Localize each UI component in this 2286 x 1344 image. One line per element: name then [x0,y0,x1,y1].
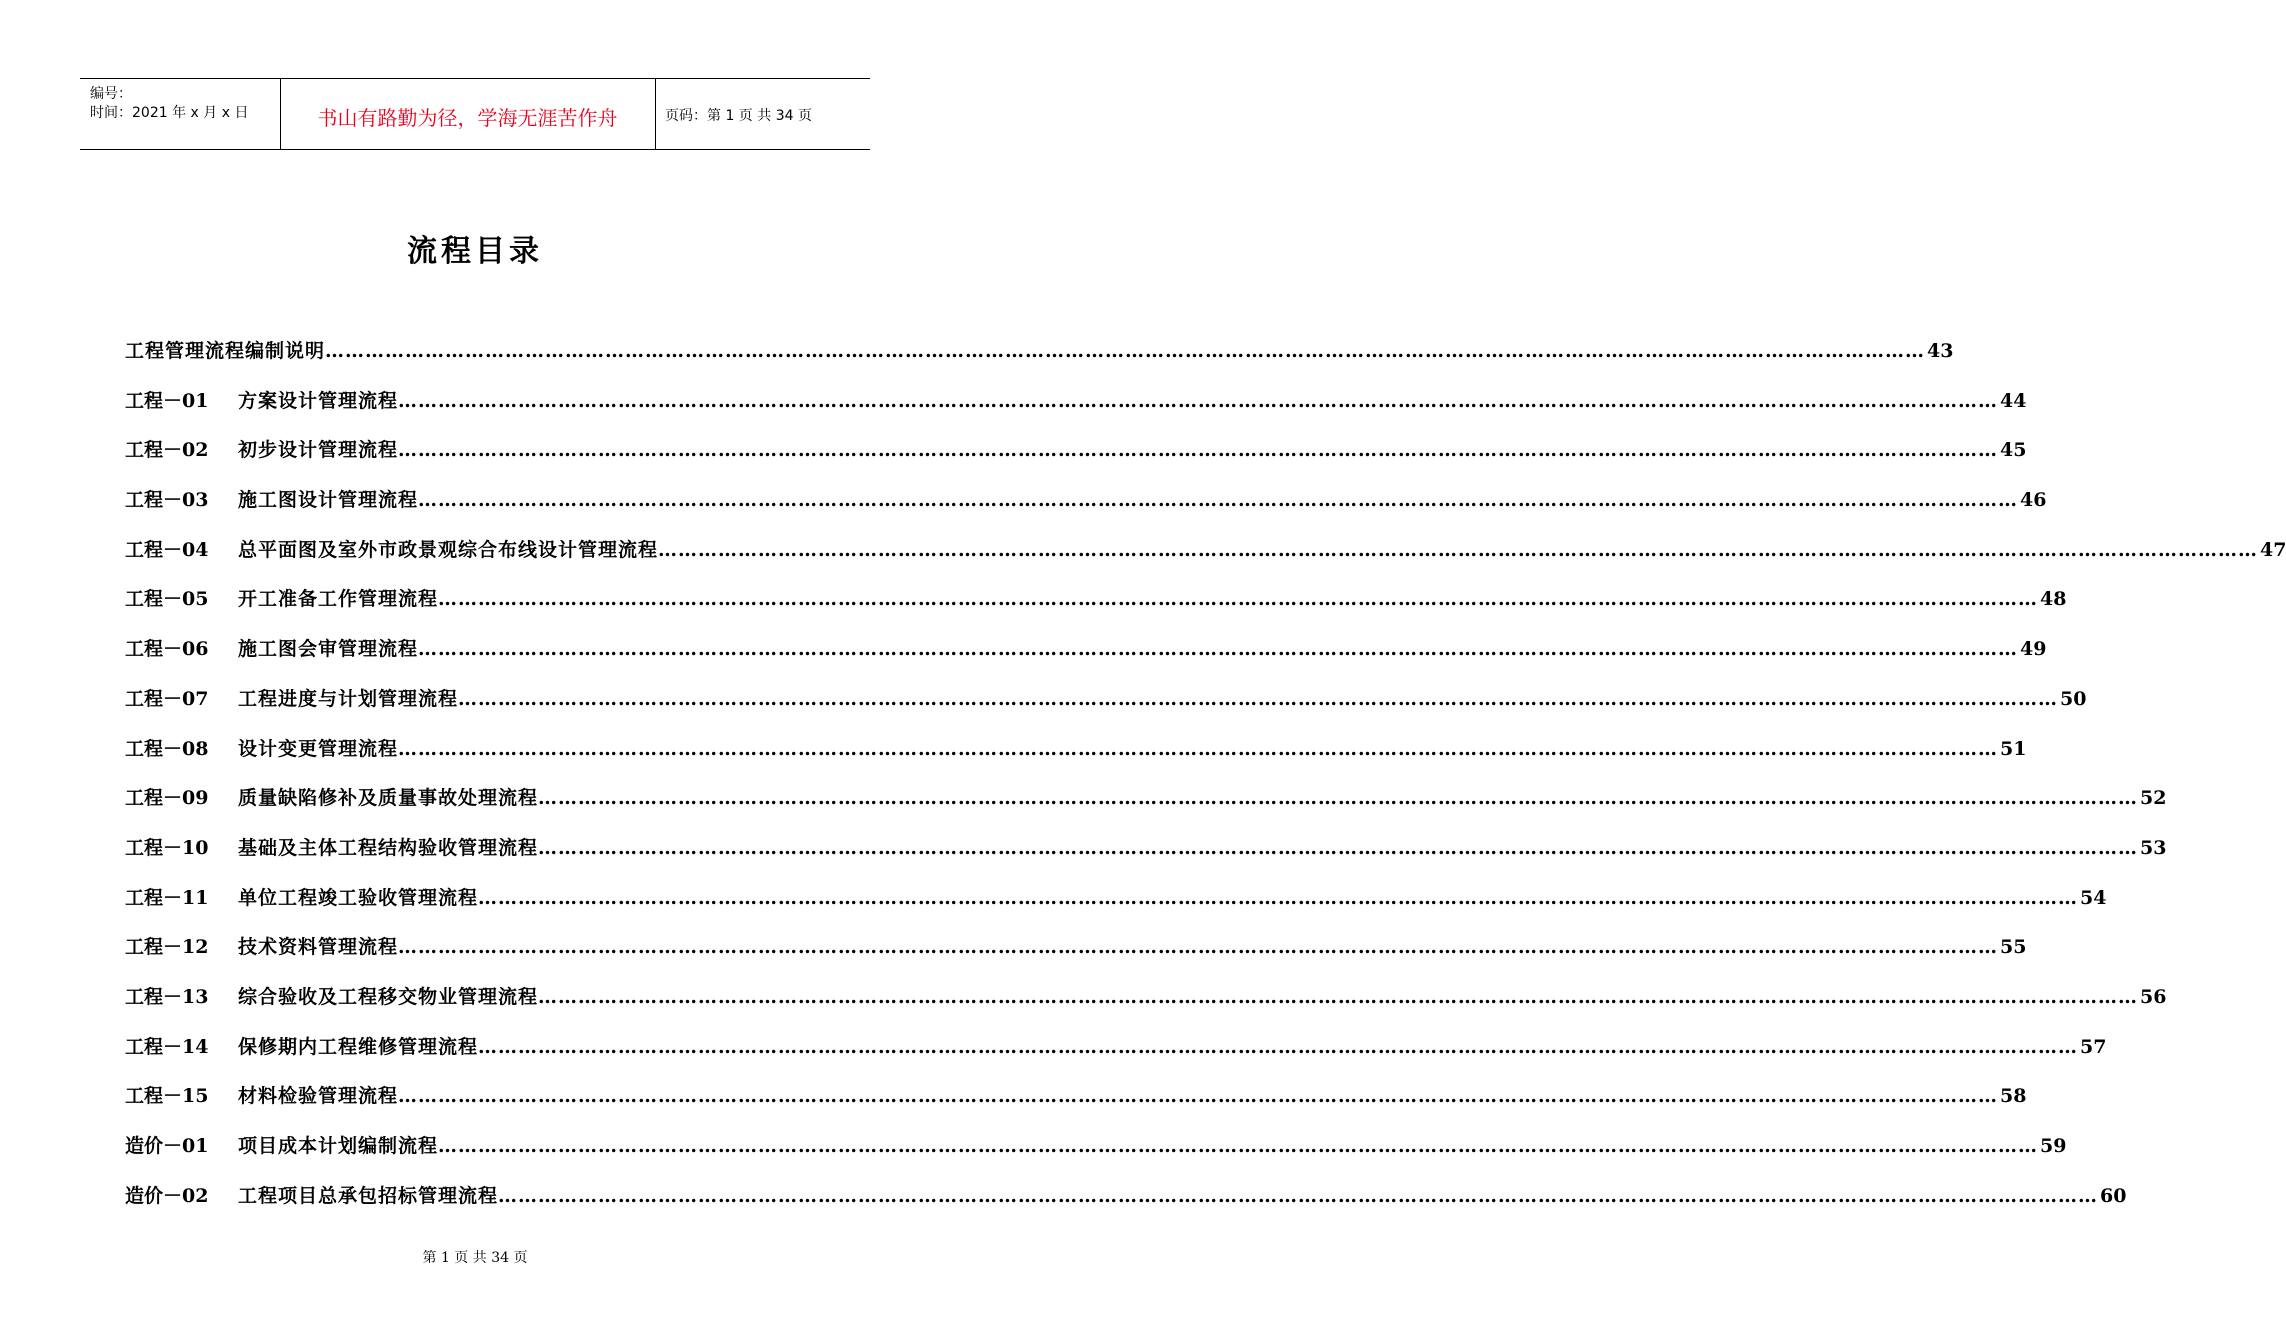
toc-entry-title: 开工准备工作管理流程 [238,588,439,611]
toc-entry-code: 工程－04 [125,538,209,561]
toc-entry-title: 质量缺陷修补及质量事故处理流程 [238,787,539,810]
page-header [80,78,870,150]
toc-entry-code: 工程－06 [125,638,209,661]
toc-entry[interactable] [125,332,1954,382]
toc-leader-dots: …………………………………………………………………………………………………………………………………………………………………………………………………………………… [458,687,2059,710]
toc-entry-title: 方案设计管理流程 [238,389,399,412]
toc-entry-code: 工程－07 [125,687,209,710]
toc-entry-code: 工程－15 [125,1085,209,1108]
toc-leader-dots: …………………………………………………………………………………………………………………………………………………………………………………………………………………… [658,538,2259,561]
toc-entry-title: 总平面图及室外市政景观综合布线设计管理流程 [238,538,659,561]
header-motto-cell [280,79,656,149]
toc-entry[interactable] [125,1028,2107,1078]
toc-entry-page: 56 [2140,985,2167,1008]
toc-entry-code: 工程－09 [125,787,209,810]
toc-entry[interactable] [125,481,2047,531]
toc-entry-title: 材料检验管理流程 [238,1085,399,1108]
toc-entry-page: 60 [2100,1184,2127,1207]
toc-leader-dots: …………………………………………………………………………………………………………………………………………………………………………………………………………………… [398,737,1999,760]
toc-entry-page: 49 [2020,638,2047,661]
toc-entry-page: 55 [2000,936,2027,959]
toc-entry-title: 工程管理流程编制说明 [125,340,326,362]
toc-entry-code: 工程－03 [125,489,209,512]
toc-leader-dots: …………………………………………………………………………………………………………………………………………………………………………………………………………………… [538,836,2139,859]
document-date-label: 时间：2021 年 x 月 x 日 [90,105,249,121]
header-motto: 书山有路勤为径，学海无涯苦作舟 [317,106,618,130]
toc-entry[interactable] [125,630,2047,680]
toc-entry[interactable] [125,928,2027,978]
toc-leader-dots: …………………………………………………………………………………………………………………………………………………………………………………………………………………… [538,787,2139,810]
toc-leader-dots: …………………………………………………………………………………………………………………………………………………………………………………………………………………… [538,985,2139,1008]
toc-entry-page: 50 [2060,687,2087,710]
toc-entry-code: 工程－05 [125,588,209,611]
toc-entry-page: 54 [2080,886,2107,909]
toc-leader-dots: …………………………………………………………………………………………………………………………………………………………………………………………………………………… [398,1085,1999,1108]
toc-entry-page: 51 [2000,737,2027,760]
toc-entry-code: 工程－10 [125,836,209,859]
toc-entry[interactable] [125,978,2167,1028]
toc-entry-code: 工程－11 [125,886,209,909]
toc-entry-title: 施工图设计管理流程 [238,489,419,512]
toc-entry[interactable] [125,1127,2067,1177]
toc-entry-title: 基础及主体工程结构验收管理流程 [238,836,539,859]
toc-entry[interactable] [125,580,2067,630]
toc-leader-dots: …………………………………………………………………………………………………………………………………………………………………………………………………………………… [325,340,1926,362]
toc-entry-title: 单位工程竣工验收管理流程 [238,886,479,909]
toc-leader-dots: …………………………………………………………………………………………………………………………………………………………………………………………………………………… [398,389,1999,412]
header-page-info: 页码：第 1 页 共 34 页 [665,108,812,124]
toc-entry-page: 46 [2020,489,2047,512]
toc-entry-title: 保修期内工程维修管理流程 [238,1035,479,1058]
toc-leader-dots: …………………………………………………………………………………………………………………………………………………………………………………………………………………… [398,439,1999,462]
toc-entry[interactable] [125,1177,2127,1227]
toc-leader-dots: …………………………………………………………………………………………………………………………………………………………………………………………………………………… [418,489,2019,512]
toc-entry-code: 造价－01 [125,1135,209,1157]
toc-entry-title: 施工图会审管理流程 [238,638,419,661]
toc-leader-dots: …………………………………………………………………………………………………………………………………………………………………………………………………………………… [398,936,1999,959]
toc-entry-page: 47 [2260,538,2286,561]
toc-entry-title: 综合验收及工程移交物业管理流程 [238,985,539,1008]
toc-leader-dots: …………………………………………………………………………………………………………………………………………………………………………………………………………………… [438,588,2039,611]
toc-entry-code: 工程－08 [125,737,209,760]
toc-entry[interactable] [125,382,2027,432]
toc-entry[interactable] [125,879,2107,929]
toc-leader-dots: …………………………………………………………………………………………………………………………………………………………………………………………………………………… [478,886,2079,909]
document-number-label: 编号： [90,86,132,102]
document-title: 流程目录 [407,234,543,269]
toc-entry-page: 44 [2000,389,2027,412]
toc-entry-title: 工程项目总承包招标管理流程 [238,1184,499,1207]
table-of-contents [125,332,2286,1226]
toc-entry-page: 48 [2040,588,2067,611]
toc-entry[interactable] [125,779,2167,829]
toc-entry[interactable] [125,1077,2027,1127]
toc-entry-code: 工程－01 [125,389,209,412]
toc-entry-title: 项目成本计划编制流程 [238,1135,439,1157]
toc-entry[interactable] [125,829,2167,879]
toc-entry-code: 工程－14 [125,1035,209,1058]
toc-entry-title: 设计变更管理流程 [238,737,399,760]
toc-leader-dots: …………………………………………………………………………………………………………………………………………………………………………………………………………………… [498,1184,2099,1207]
toc-entry[interactable] [125,730,2027,780]
toc-entry-code: 工程－02 [125,439,209,462]
toc-entry-title: 工程进度与计划管理流程 [238,687,459,710]
toc-entry-code: 工程－13 [125,985,209,1008]
toc-leader-dots: …………………………………………………………………………………………………………………………………………………………………………………………………………………… [438,1135,2039,1157]
toc-entry-page: 53 [2140,836,2167,859]
toc-entry-page: 58 [2000,1085,2027,1108]
toc-leader-dots: …………………………………………………………………………………………………………………………………………………………………………………………………………………… [418,638,2019,661]
toc-entry-page: 57 [2080,1035,2107,1058]
toc-entry-page: 59 [2040,1135,2067,1157]
toc-leader-dots: …………………………………………………………………………………………………………………………………………………………………………………………………………………… [478,1035,2079,1058]
header-meta-cell [80,79,281,149]
toc-entry-page: 43 [1927,340,1954,362]
toc-entry-page: 52 [2140,787,2167,810]
toc-entry[interactable] [125,431,2027,481]
toc-entry-page: 45 [2000,439,2027,462]
toc-entry-title: 技术资料管理流程 [238,936,399,959]
toc-entry-title: 初步设计管理流程 [238,439,399,462]
toc-entry-code: 造价－02 [125,1184,209,1207]
toc-entry[interactable] [125,680,2087,730]
page-footer: 第 1 页 共 34 页 [422,1250,528,1266]
toc-entry-code: 工程－12 [125,936,209,959]
toc-entry[interactable] [125,531,2286,581]
header-page-cell [655,79,870,149]
